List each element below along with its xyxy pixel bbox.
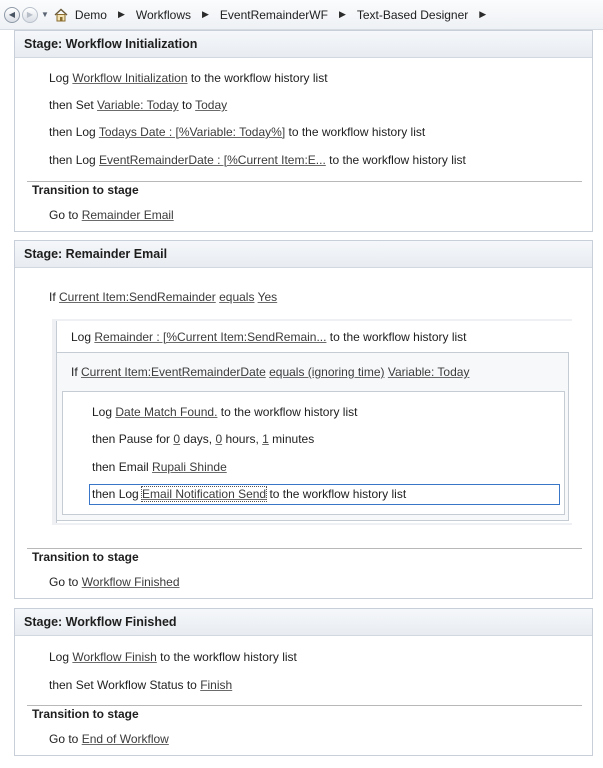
log-message-link[interactable]: Date Match Found. <box>115 405 218 419</box>
breadcrumb-workflows[interactable]: Workflows <box>135 7 191 22</box>
action-text: then Log <box>92 487 143 501</box>
breadcrumb-eventremainderwf[interactable]: EventRemainderWF <box>219 7 328 22</box>
stage-title[interactable]: Stage: Remainder Email <box>15 241 592 268</box>
action-text: then Pause for <box>92 432 174 446</box>
breadcrumb-demo[interactable]: Demo <box>74 7 107 22</box>
action-text: Go to <box>49 575 82 589</box>
stage-title[interactable]: Stage: Workflow Initialization <box>15 31 592 58</box>
action-text: to <box>178 98 196 112</box>
breadcrumb-text-based-designer[interactable]: Text-Based Designer <box>356 7 469 22</box>
condition-field-link[interactable]: Current Item:EventRemainderDate <box>81 365 266 379</box>
variable-link[interactable]: Variable: Today <box>97 98 179 112</box>
action-text: minutes <box>268 432 315 446</box>
action-line <box>92 460 227 474</box>
action-text: then Set <box>49 98 98 112</box>
condition-operator-link[interactable]: equals (ignoring time) <box>269 365 385 379</box>
action-line <box>49 98 227 112</box>
transition-divider <box>27 181 582 182</box>
log-message-link[interactable]: EventRemainderDate : [%Current Item:E... <box>99 153 326 167</box>
action-line <box>49 125 425 139</box>
action-text: Log <box>49 71 73 85</box>
goto-line <box>49 208 174 222</box>
condition-operator-link[interactable]: equals <box>219 290 255 304</box>
action-text: then Set Workflow Status to <box>49 678 201 692</box>
log-message-link[interactable]: Workflow Finish <box>72 650 157 664</box>
back-button[interactable]: ◀ <box>4 7 20 23</box>
action-text: to the workflow history list <box>187 71 328 85</box>
log-message-link[interactable]: Email Notification Send <box>142 487 267 501</box>
condition-line <box>49 290 277 304</box>
action-line <box>49 153 466 167</box>
action-text: If <box>71 365 82 379</box>
action-text: Log <box>92 405 116 419</box>
action-line <box>49 678 232 692</box>
pause-hours-link[interactable]: 0 <box>215 432 223 446</box>
value-link[interactable]: Today <box>195 98 228 112</box>
action-text: to the workflow history list <box>325 153 466 167</box>
chevron-right-icon[interactable]: ▶ <box>479 9 487 19</box>
action-text: Go to <box>49 208 82 222</box>
status-value-link[interactable]: Finish <box>200 678 233 692</box>
action-text: Log <box>49 650 73 664</box>
chevron-right-icon[interactable]: ▶ <box>201 9 209 19</box>
condition-value-link[interactable]: Yes <box>257 290 278 304</box>
action-text: Log <box>71 330 95 344</box>
pause-days-link[interactable]: 0 <box>173 432 181 446</box>
transition-label: Transition to stage <box>32 707 139 721</box>
log-message-link[interactable]: Workflow Initialization <box>72 71 188 85</box>
action-line <box>92 432 314 446</box>
action-text: then Log <box>49 153 100 167</box>
stage-title[interactable]: Stage: Workflow Finished <box>15 609 592 636</box>
condition-value-link[interactable]: Variable: Today <box>387 365 470 379</box>
pause-minutes-link[interactable]: 1 <box>262 432 269 446</box>
transition-divider <box>27 548 582 549</box>
goto-line <box>49 575 180 589</box>
action-text: hours, <box>222 432 263 446</box>
forward-button[interactable]: ▶ <box>22 7 38 23</box>
stage-workflow-finished <box>14 608 593 756</box>
stage-workflow-initialization <box>14 30 593 232</box>
action-text: to the workflow history list <box>156 650 297 664</box>
home-icon[interactable] <box>53 7 69 23</box>
goto-stage-link[interactable]: Workflow Finished <box>81 575 180 589</box>
chevron-right-icon[interactable]: ▶ <box>117 9 125 19</box>
goto-line <box>49 732 169 746</box>
action-line <box>71 330 467 344</box>
action-line[interactable] <box>92 487 406 501</box>
goto-stage-link[interactable]: End of Workflow <box>81 732 169 746</box>
action-text: days, <box>180 432 216 446</box>
transition-label: Transition to stage <box>32 183 139 197</box>
goto-stage-link[interactable]: Remainder Email <box>81 208 174 222</box>
action-text: to the workflow history list <box>217 405 358 419</box>
transition-divider <box>27 705 582 706</box>
action-line <box>92 405 357 419</box>
action-text: to the workflow history list <box>285 125 426 139</box>
chevron-right-icon[interactable]: ▶ <box>338 9 346 19</box>
condition-line <box>71 365 469 379</box>
action-text: then Log <box>49 125 99 139</box>
action-text: Go to <box>49 732 82 746</box>
condition-field-link[interactable]: Current Item:SendRemainder <box>59 290 216 304</box>
action-line <box>49 71 328 85</box>
history-dropdown-icon[interactable]: ▼ <box>41 10 49 19</box>
action-text: to the workflow history list <box>266 487 407 501</box>
breadcrumb-bar <box>0 0 603 30</box>
stage-remainder-email <box>14 240 593 599</box>
action-text: If <box>49 290 60 304</box>
email-recipient-link[interactable]: Rupali Shinde <box>152 460 227 474</box>
action-text: then Email <box>92 460 153 474</box>
action-line <box>49 650 297 664</box>
transition-label: Transition to stage <box>32 550 139 564</box>
action-text: to the workflow history list <box>326 330 467 344</box>
log-message-link[interactable]: Remainder : [%Current Item:SendRemain... <box>94 330 327 344</box>
log-message-link[interactable]: Todays Date : [%Variable: Today%] <box>98 125 286 139</box>
